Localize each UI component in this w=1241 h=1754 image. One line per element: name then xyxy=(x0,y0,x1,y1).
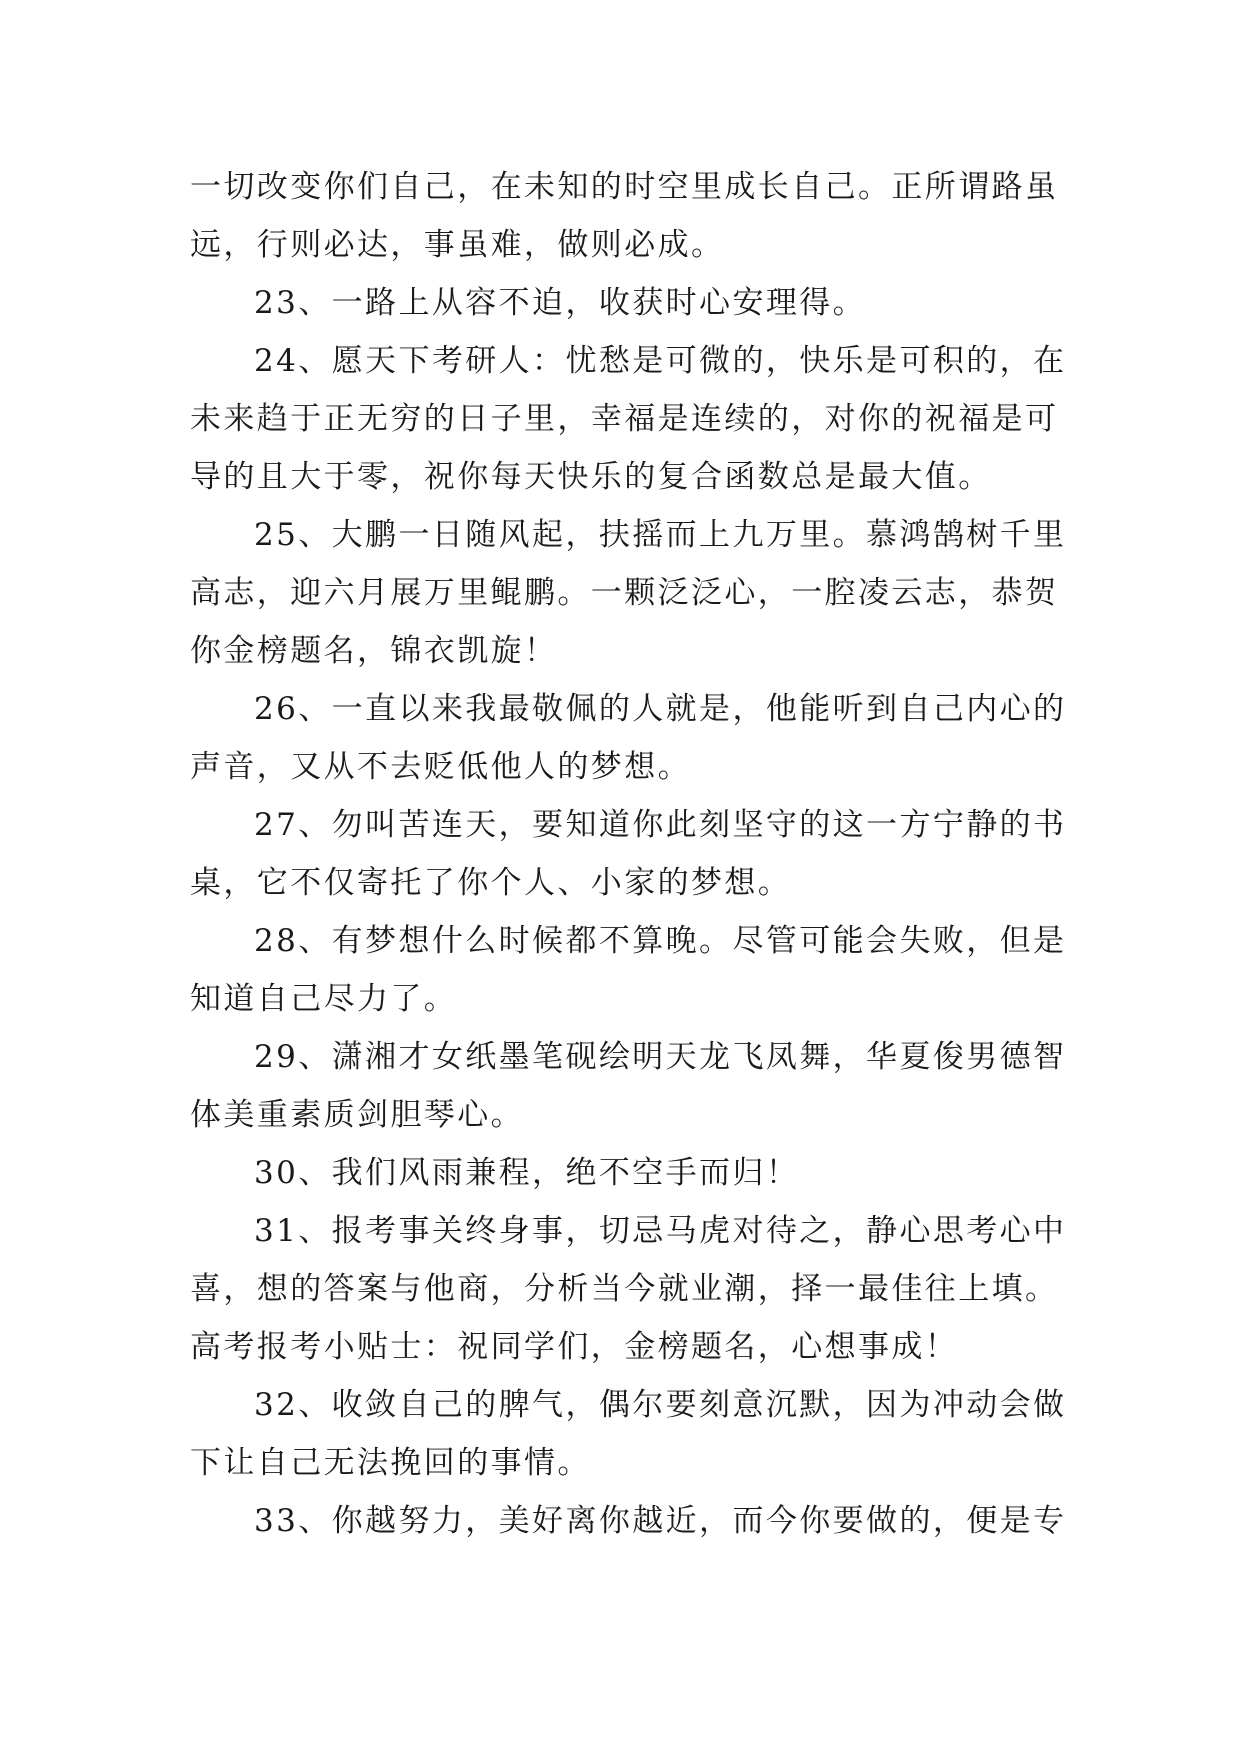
paragraph-31: 31、报考事关终身事，切忌马虎对待之，静心思考心中 xyxy=(254,1213,1067,1249)
text-line: 远，行则必达，事虽难，做则必成。 xyxy=(190,227,725,263)
paragraph-26: 26、一直以来我最敬佩的人就是，他能听到自己内心的 xyxy=(254,691,1067,727)
text-line: 你金榜题名，锦衣凯旋！ xyxy=(190,633,558,669)
text-line: 体美重素质剑胆琴心。 xyxy=(190,1097,524,1133)
text-line: 未来趋于正无穷的日子里，幸福是连续的，对你的祝福是可 xyxy=(190,401,1059,437)
text-line: 高考报考小贴士：祝同学们，金榜题名，心想事成！ xyxy=(190,1329,959,1365)
text-line: 下让自己无法挽回的事情。 xyxy=(190,1445,591,1481)
document-body xyxy=(190,158,1070,1550)
paragraph-32: 32、收敛自己的脾气，偶尔要刻意沉默，因为冲动会做 xyxy=(254,1387,1067,1423)
paragraph-24: 24、愿天下考研人：忧愁是可微的，快乐是可积的，在 xyxy=(254,343,1067,379)
paragraph-30: 30、我们风雨兼程，绝不空手而归！ xyxy=(254,1155,800,1191)
paragraph-27: 27、勿叫苦连天，要知道你此刻坚守的这一方宁静的书 xyxy=(254,807,1067,843)
paragraph-29: 29、潇湘才女纸墨笔砚绘明天龙飞凤舞，华夏俊男德智 xyxy=(254,1039,1067,1075)
text-line: 声音，又从不去贬低他人的梦想。 xyxy=(190,749,691,785)
paragraph-28: 28、有梦想什么时候都不算晚。尽管可能会失败，但是 xyxy=(254,923,1067,959)
paragraph-25: 25、大鹏一日随风起，扶摇而上九万里。慕鸿鹄树千里 xyxy=(254,517,1067,553)
text-line: 桌，它不仅寄托了你个人、小家的梦想。 xyxy=(190,865,792,901)
text-line: 知道自己尽力了。 xyxy=(190,981,458,1017)
text-line: 导的且大于零，祝你每天快乐的复合函数总是最大值。 xyxy=(190,459,992,495)
text-line: 高志，迎六月展万里鲲鹏。一颗泛泛心，一腔凌云志，恭贺 xyxy=(190,575,1059,611)
paragraph-23: 23、一路上从容不迫，收获时心安理得。 xyxy=(254,285,867,321)
text-line: 喜，想的答案与他商，分析当今就业潮，择一最佳往上填。 xyxy=(190,1271,1059,1307)
paragraph-33: 33、你越努力，美好离你越近，而今你要做的，便是专 xyxy=(254,1503,1067,1539)
text-line: 一切改变你们自己，在未知的时空里成长自己。正所谓路虽 xyxy=(190,169,1059,205)
